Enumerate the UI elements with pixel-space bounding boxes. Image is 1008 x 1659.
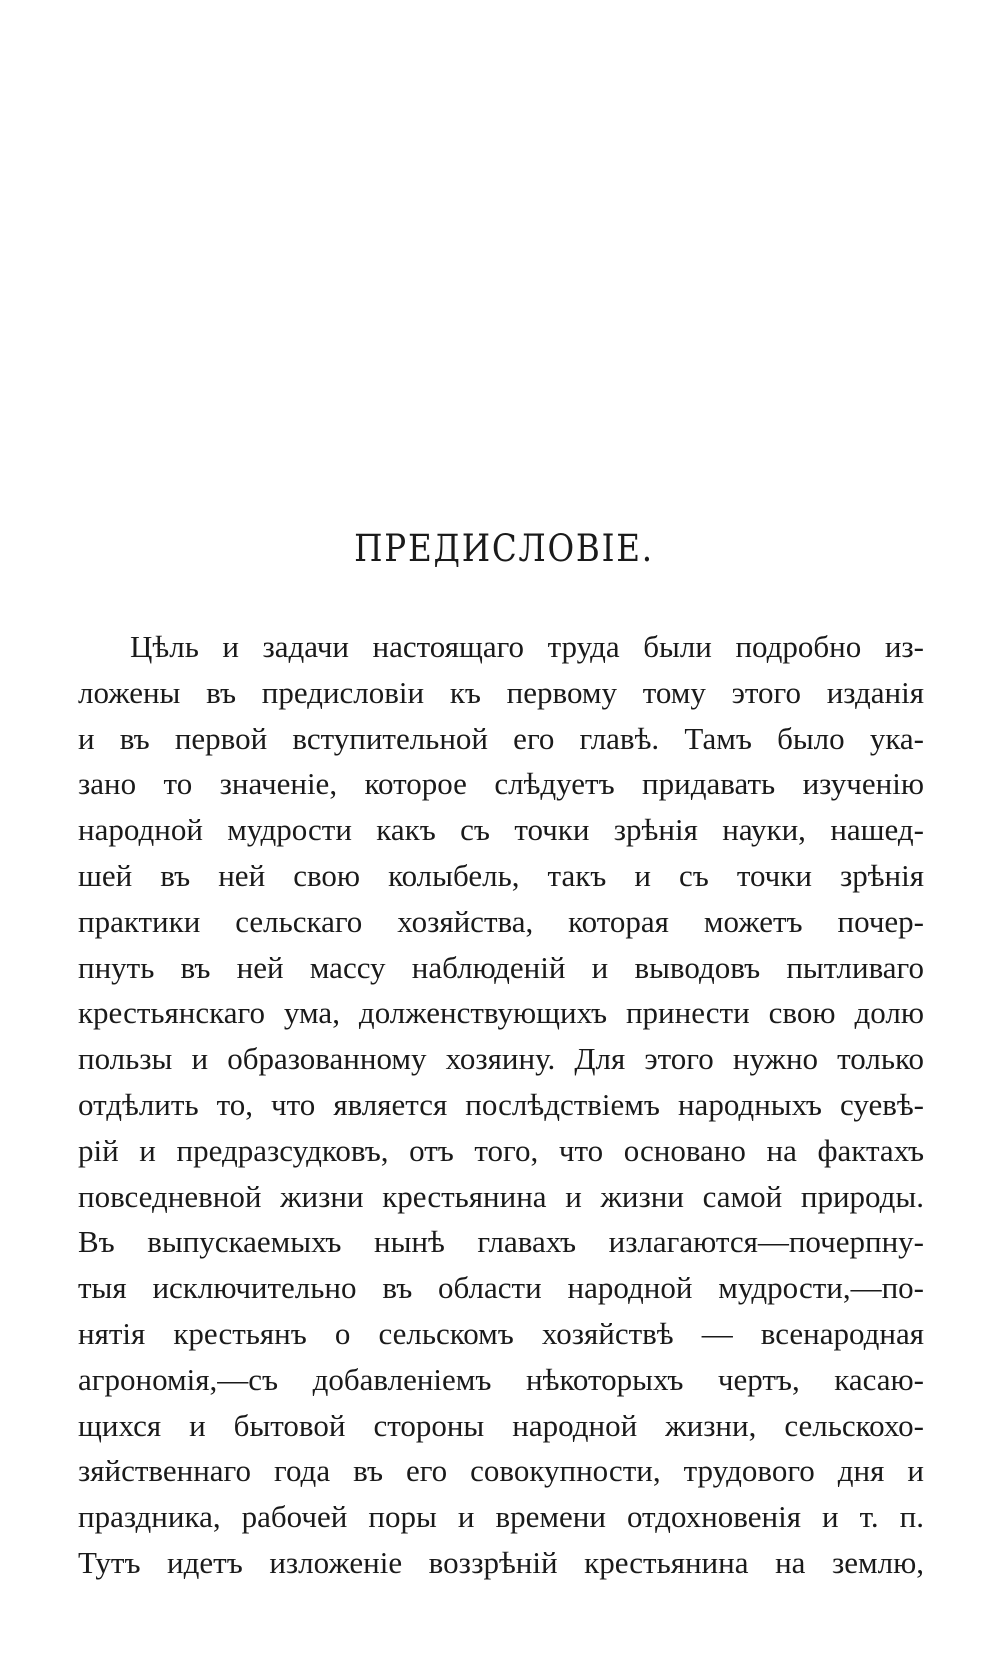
text-line: крестьянскаго ума, долженствующихъ принести свою долю xyxy=(78,995,924,1031)
text-line: практики сельскаго хозяйства, которая можетъ почер- xyxy=(78,903,924,939)
text-line: пнуть въ ней массу наблюденій и выводовъ пытливаго xyxy=(78,949,924,985)
text-line: Тутъ идетъ изложеніе воззрѣній крестьянина на землю, xyxy=(78,1544,924,1580)
text-line: зяйственнаго года въ его совокупности, трудового дня и xyxy=(78,1453,924,1489)
page-title: ПРЕДИСЛОВІЕ. xyxy=(354,527,654,570)
text-line: тыя исключительно въ области народной мудрости,—по- xyxy=(78,1270,924,1306)
text-line: повседневной жизни крестьянина и жизни самой природы. xyxy=(78,1178,924,1214)
text-line: отдѣлить то, что является послѣдствіемъ народныхъ суевѣ- xyxy=(78,1086,924,1122)
text-line: пользы и образованному хозяину. Для этого нужно только xyxy=(78,1041,924,1077)
text-line: Въ выпускаемыхъ нынѣ главахъ излагаются—почерпну- xyxy=(78,1224,924,1260)
text-line: и въ первой вступительной его главѣ. Тамъ было ука- xyxy=(78,720,924,756)
text-line: агрономія,—съ добавленіемъ нѣкоторыхъ чертъ, касаю- xyxy=(78,1361,924,1397)
text-line: щихся и бытовой стороны народной жизни, сельскохо- xyxy=(78,1407,924,1443)
text-line: рій и предразсудковъ, отъ того, что основано на фактахъ xyxy=(78,1132,924,1168)
text-line: народной мудрости какъ съ точки зрѣнія науки, нашед- xyxy=(78,812,924,848)
text-line: шей въ ней свою колыбель, такъ и съ точки зрѣнія xyxy=(78,857,924,893)
text-line: Цѣль и задачи настоящаго труда были подробно из- xyxy=(130,629,924,664)
preface-paragraph xyxy=(78,624,924,1586)
text-line: праздника, рабочей поры и времени отдохновенія и т. п. xyxy=(78,1499,924,1535)
text-line: нятія крестьянъ о сельскомъ хозяйствѣ — всенародная xyxy=(78,1315,924,1351)
text-line: зано то значеніе, которое слѣдуетъ придавать изученію xyxy=(78,766,924,802)
text-line: ложены въ предисловіи къ первому тому этого изданія xyxy=(78,674,924,710)
